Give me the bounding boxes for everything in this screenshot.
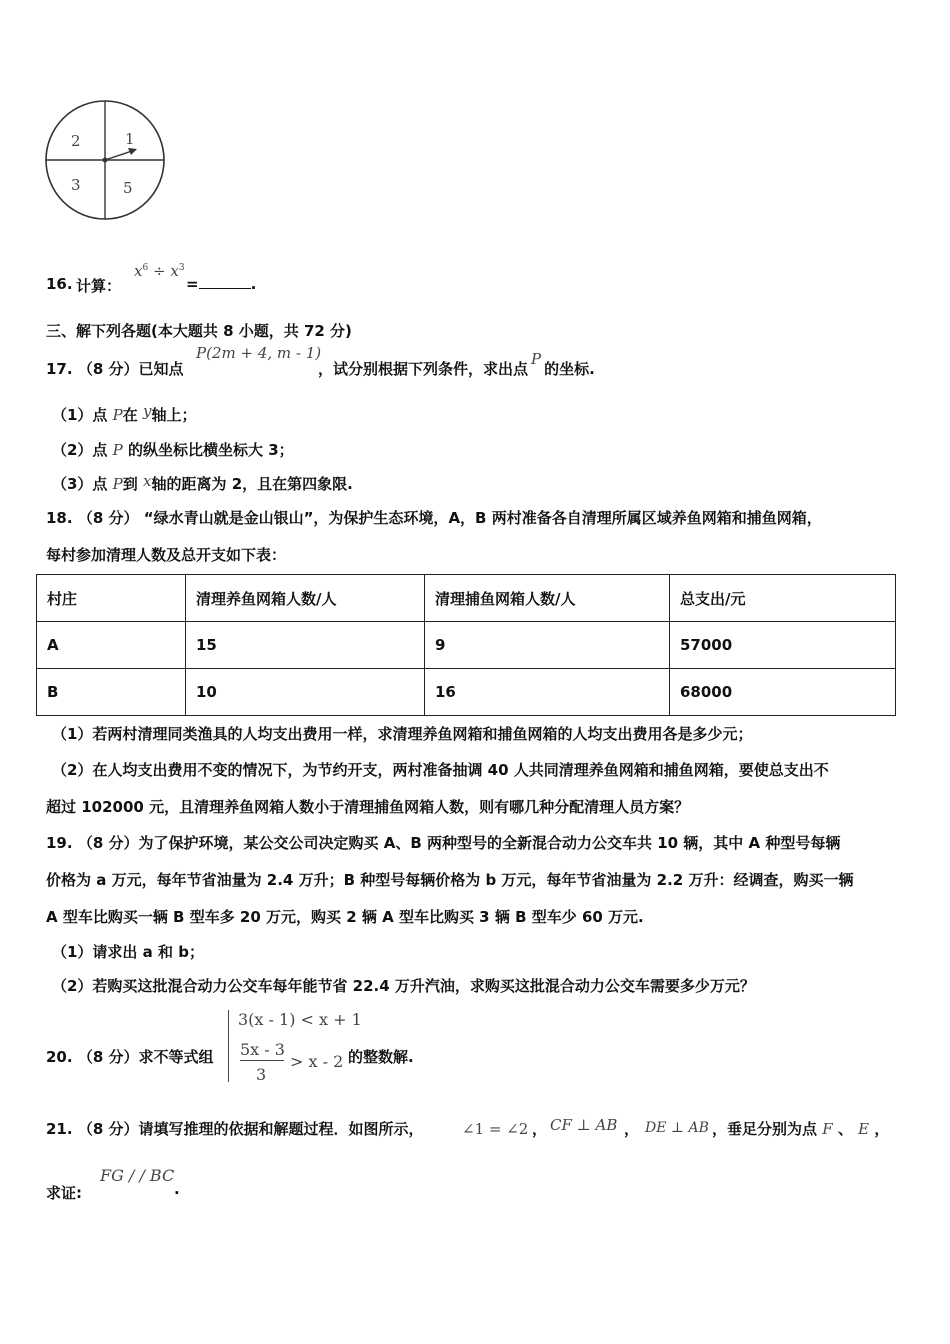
- q21-score: （8 分）: [77, 1120, 139, 1138]
- q17-sub2: [52, 439, 294, 460]
- q21-cond1: ∠1 = ∠2: [462, 1120, 529, 1138]
- q20-text2: 的整数解.: [348, 1048, 414, 1066]
- table-header-cell: 村庄: [37, 575, 186, 622]
- spinner-label-5: 5: [123, 179, 133, 197]
- q20-fraction-bar: [240, 1060, 284, 1061]
- q17-sub3-p: P: [112, 475, 123, 493]
- q21-sep2: ，: [624, 1120, 640, 1138]
- table-header-cell: 总支出/元: [670, 575, 896, 622]
- q17-sub3-mid: 到: [122, 475, 138, 493]
- q17-sub1-p: P: [112, 406, 123, 424]
- q17-sub3-pre: （3）点: [52, 475, 108, 493]
- q20-score: （8 分）: [77, 1048, 139, 1066]
- table-cell: 15: [186, 622, 425, 669]
- q21-cond3: DE ⊥ AB: [645, 1120, 709, 1136]
- q20-inequality-2-denominator: 3: [256, 1065, 267, 1084]
- table-header-cell: 清理捕鱼网箱人数/人: [425, 575, 670, 622]
- q20-text1: 求不等式组: [138, 1048, 214, 1066]
- q17-line-rest: [318, 350, 595, 379]
- table-header-cell: 清理养鱼网箱人数/人: [186, 575, 425, 622]
- q17-sub2-pre: （2）点: [52, 441, 108, 459]
- table-cell: B: [37, 669, 186, 716]
- q17-sub1-pre: （1）点: [52, 406, 108, 424]
- table-row: [37, 669, 896, 716]
- q21-number: 21.: [46, 1120, 73, 1138]
- q19-line1: [46, 832, 840, 853]
- q16-number: 16.: [46, 275, 73, 293]
- q18-number: 18.: [46, 509, 73, 527]
- q17-text1: 已知点: [138, 360, 184, 378]
- q18-line2: 每村参加清理人数及总开支如下表：: [46, 546, 287, 564]
- q17-sub1: [52, 404, 197, 425]
- q16-label: 计算：: [76, 277, 122, 295]
- spinner-pivot: [103, 158, 108, 163]
- q19-score: （8 分）: [77, 834, 139, 852]
- q18-line1-text: “绿水青山就是金山银山”，为保护生态环境，A，B 两村准备各自清理所属区域养鱼网箱和捕鱼网箱，: [143, 509, 822, 527]
- table-cell: 68000: [670, 669, 896, 716]
- q17-sub3-post: 轴的距离为 2，且在第四象限.: [151, 475, 353, 493]
- q19-line3: A 型车比购买一辆 B 型车多 20 万元，购买 2 辆 A 型车比购买 3 辆 B 型车少 60 万元.: [46, 908, 644, 926]
- q17-text2: ，试分别根据下列条件，求出点: [318, 360, 529, 378]
- q17-sub3: [52, 473, 353, 494]
- spinner-figure: [40, 96, 170, 226]
- q21-cond2: CF ⊥ AB: [550, 1116, 618, 1134]
- q21-text2: ，垂足分别为点: [712, 1120, 818, 1138]
- q20-lead: [46, 1046, 214, 1067]
- q18-line1: [46, 507, 822, 528]
- q16-equals: =: [186, 275, 199, 293]
- q19-number: 19.: [46, 834, 73, 852]
- q19-sub2: （2）若购买这批混合动力公交车每年能节省 22.4 万升汽油，求购买这批混合动力公交车需要多少万元？: [52, 977, 755, 995]
- q20-number: 20.: [46, 1048, 73, 1066]
- table-cell: 57000: [670, 622, 896, 669]
- q21-sep1: ，: [532, 1120, 548, 1138]
- q16-exp2: 3: [178, 263, 185, 273]
- q17-sub2-p: P: [112, 441, 123, 459]
- q16-op: ÷: [152, 262, 166, 280]
- q16-base1: x: [134, 262, 143, 280]
- q17-score: （8 分）: [77, 360, 139, 378]
- q17-number: 17.: [46, 360, 73, 378]
- q16-exp1: 6: [142, 263, 149, 273]
- spinner-label-2: 2: [71, 132, 81, 150]
- table-cell: 9: [425, 622, 670, 669]
- q21-point-f: F: [822, 1120, 833, 1138]
- q18-sub2-line1: （2）在人均支出费用不变的情况下，为节约开支，两村准备抽调 40 人共同清理养鱼网箱和捕鱼网箱，要使总支出不: [52, 761, 829, 779]
- q19-line2: 价格为 a 万元，每年节省油量为 2.4 万升；B 种型号每辆价格为 b 万元，每年节省油量为 2.2 万升：经调查，购买一辆: [46, 871, 854, 889]
- q21-line-rest: [712, 1118, 889, 1139]
- table-cell: 10: [186, 669, 425, 716]
- q20-inequality-2-rhs: > x - 2: [290, 1052, 344, 1071]
- table-cell: A: [37, 622, 186, 669]
- q20-inequality-1: 3(x - 1) < x + 1: [238, 1010, 362, 1029]
- q17-line: [46, 358, 184, 379]
- q17-sub1-post: 轴上；: [151, 406, 197, 424]
- table-row: [37, 622, 896, 669]
- table-header-row: [37, 575, 896, 622]
- q17-point-name: P: [531, 350, 542, 368]
- q17-sub1-axis: y: [143, 402, 152, 420]
- q21-sep4: ，: [874, 1120, 890, 1138]
- section3-title: 三、解下列各题(本大题共 8 小题，共 72 分): [46, 322, 352, 340]
- q19-sub1: （1）请求出 a 和 b；: [52, 943, 204, 961]
- q18-score: （8 分）: [77, 509, 139, 527]
- q16-end: .: [250, 275, 257, 293]
- q16-blank: [199, 288, 251, 289]
- q17-sub2-post: 的纵坐标比横坐标大 3；: [128, 441, 294, 459]
- q21-end: .: [174, 1180, 180, 1198]
- q18-sub1: （1）若两村清理同类渔具的人均支出费用一样，求清理养鱼网箱和捕鱼网箱的人均支出费用各是多少元；: [52, 725, 753, 743]
- q21-prove-label: 求证:: [46, 1184, 82, 1202]
- q17-text3: 的坐标.: [544, 360, 595, 378]
- q21-sep3: 、: [837, 1120, 853, 1138]
- q18-sub2-line2: 超过 102000 元，且清理养鱼网箱人数小于清理捕鱼网箱人数，则有哪几种分配清理人员方案？: [46, 798, 690, 816]
- q20-system-brace: [228, 1010, 237, 1082]
- q21-point-e: E: [858, 1120, 870, 1138]
- q16-base2: x: [170, 262, 179, 280]
- q21-prove-expr: FG / / BC: [100, 1166, 175, 1185]
- q18-table: [36, 574, 896, 716]
- spinner-label-3: 3: [71, 176, 81, 194]
- q19-line1-text: 为了保护环境，某公交公司决定购买 A、B 两种型号的全新混合动力公交车共 10 辆，其中 A 种型号每辆: [138, 834, 841, 852]
- q16-answer: [186, 275, 256, 293]
- q17-point-expr: P(2m + 4, m - 1): [196, 344, 322, 362]
- q21-line: [46, 1118, 424, 1139]
- q20-inequality-2-numerator: 5x - 3: [240, 1040, 285, 1059]
- q17-sub3-axis: x: [143, 472, 152, 490]
- q16-expression: [134, 262, 185, 280]
- q17-sub1-mid: 在: [122, 406, 138, 424]
- q21-text1: 请填写推理的依据和解题过程．如图所示，: [138, 1120, 424, 1138]
- spinner-label-1: 1: [125, 130, 135, 148]
- table-cell: 16: [425, 669, 670, 716]
